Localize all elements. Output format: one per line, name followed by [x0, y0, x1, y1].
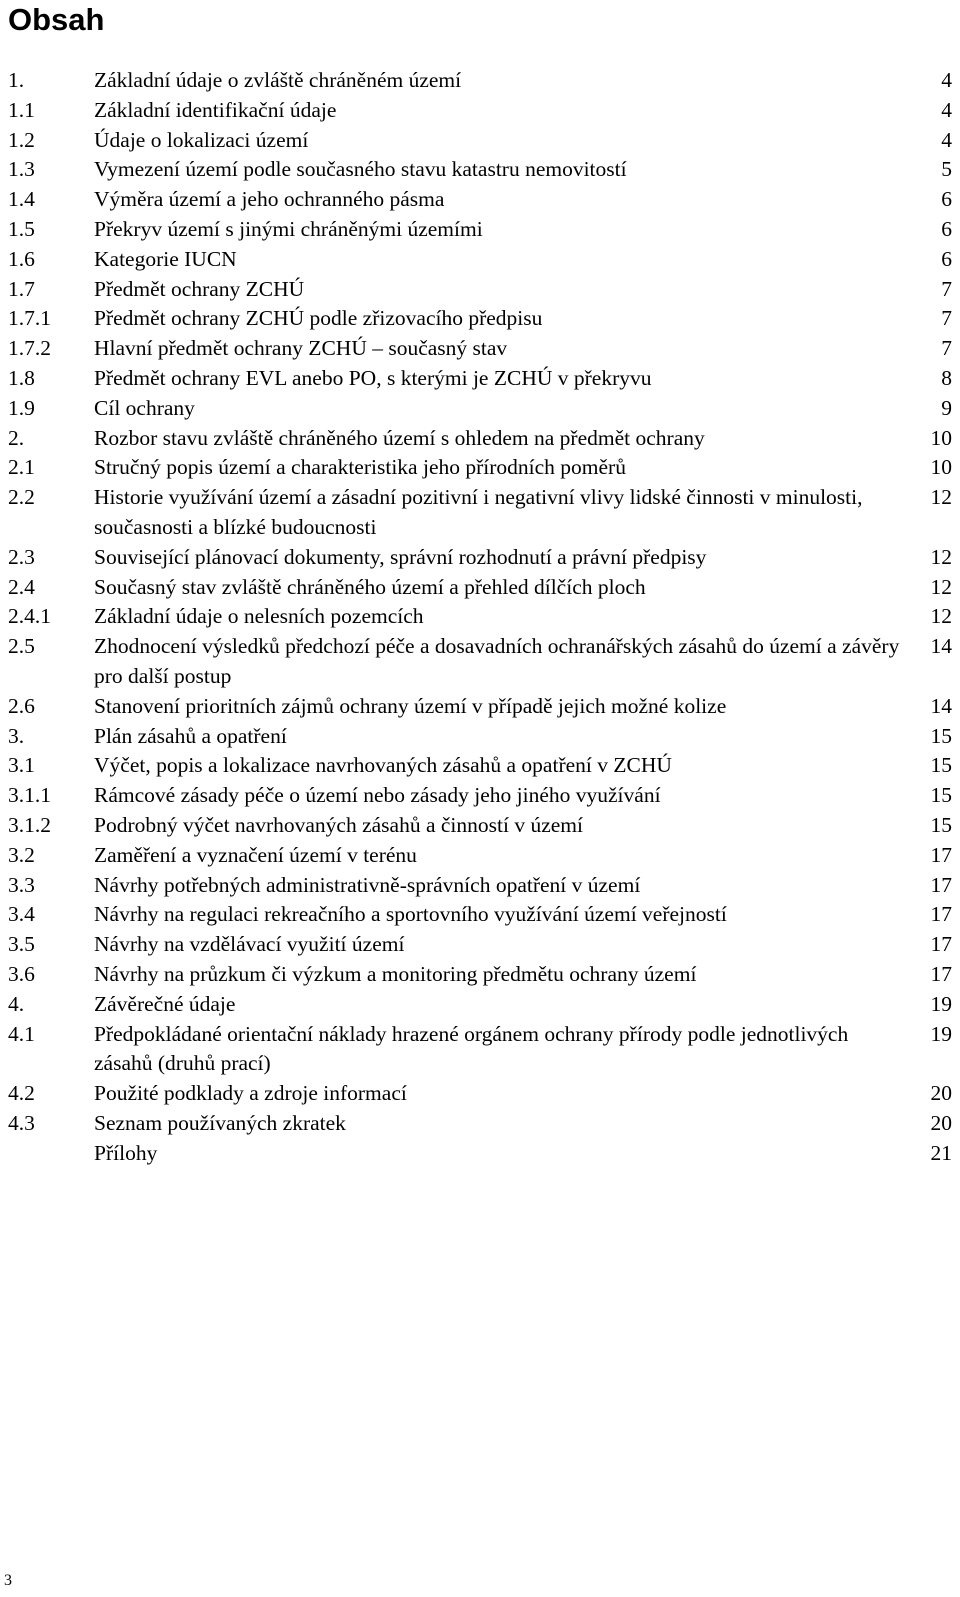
toc-entry[interactable] — [8, 304, 952, 334]
toc-entry-title: Podrobný výčet navrhovaných zásahů a činností v území — [94, 812, 583, 837]
toc-entry-title: Hlavní předmět ochrany ZCHÚ – současný stav — [94, 336, 508, 361]
toc-entry-page: 17 — [930, 961, 952, 986]
toc-entry-number: 3.1 — [8, 753, 35, 778]
toc-entry-number: 2.4 — [8, 574, 35, 599]
toc-entry-number: 3. — [8, 723, 25, 748]
toc-entry[interactable] — [8, 245, 952, 275]
toc-entry-page: 12 — [930, 544, 952, 569]
toc-entry-number: 2.4.1 — [8, 604, 51, 629]
toc-entry-title: Návrhy na průzkum či výzkum a monitoring předmětu ochrany území — [94, 961, 697, 986]
toc-entry-number: 2.1 — [8, 455, 35, 480]
toc-entry-title: Předmět ochrany EVL anebo PO, s kterými je ZCHÚ v překryvu — [94, 365, 652, 390]
toc-entry-title: Předmět ochrany ZCHÚ podle zřizovacího předpisu — [94, 306, 543, 331]
toc-entry-title: Návrhy na vzdělávací využití území — [94, 932, 405, 957]
toc-entry-page: 7 — [941, 336, 952, 361]
toc-entry-title: Základní identifikační údaje — [94, 97, 337, 122]
toc-entry-page: 8 — [941, 365, 952, 390]
toc-entry-number: 4.2 — [8, 1081, 35, 1106]
toc-entry-page: 12 — [930, 485, 952, 510]
toc-entry-title: Kategorie IUCN — [94, 246, 237, 271]
toc-entry[interactable] — [8, 811, 952, 841]
toc-entry-title: Překryv území s jinými chráněnými územími — [94, 216, 483, 241]
toc-entry[interactable] — [8, 364, 952, 394]
toc-entry[interactable] — [8, 215, 952, 245]
toc-entry-page: 4 — [941, 97, 952, 122]
toc-entry-title: Související plánovací dokumenty, správní rozhodnutí a právní předpisy — [94, 544, 707, 569]
toc-entry-page: 7 — [941, 306, 952, 331]
toc-entry-number: 3.4 — [8, 902, 35, 927]
toc-entry-title: Stručný popis území a charakteristika jeho přírodních poměrů — [94, 455, 626, 480]
toc-entry-title: Rozbor stavu zvláště chráněného území s ohledem na předmět ochrany — [94, 425, 705, 450]
toc-entry-page: 15 — [930, 753, 952, 778]
toc-entry-number: 2. — [8, 425, 25, 450]
toc-entry-page: 17 — [930, 932, 952, 957]
toc-entry[interactable] — [8, 1020, 952, 1080]
toc-entry[interactable] — [8, 722, 952, 752]
footer-page-number: 3 — [4, 1572, 12, 1589]
toc-entry-page: 6 — [941, 246, 952, 271]
toc-entry-number: 1. — [8, 68, 25, 92]
toc-entry[interactable] — [8, 185, 952, 215]
toc-entry[interactable] — [8, 632, 952, 692]
toc-entry-page: 6 — [941, 216, 952, 241]
toc-entry-page: 20 — [930, 1081, 952, 1106]
toc-entry-page: 17 — [930, 842, 952, 867]
toc-entry[interactable] — [8, 871, 952, 901]
toc-entry[interactable] — [8, 66, 952, 96]
toc-entry-page: 6 — [941, 187, 952, 212]
toc-entry-page: 21 — [930, 1140, 952, 1165]
toc-entry-page: 20 — [930, 1110, 952, 1135]
toc-entry-title: Základní údaje o zvláště chráněném území — [94, 68, 462, 92]
toc-entry[interactable] — [8, 900, 952, 930]
toc-entry-page: 10 — [930, 455, 952, 480]
toc-entry-title: Předmět ochrany ZCHÚ — [94, 276, 305, 301]
toc-entry-number: 1.4 — [8, 187, 35, 212]
toc-entry[interactable] — [8, 483, 952, 543]
toc-entry-page: 15 — [930, 723, 952, 748]
toc-entry-number: 4.1 — [8, 1021, 35, 1046]
toc-entry-page: 14 — [930, 634, 952, 659]
toc-entry-number: 2.6 — [8, 693, 35, 718]
toc-entry-number: 3.1.1 — [8, 783, 51, 808]
toc-entry[interactable] — [8, 1079, 952, 1109]
toc-entry[interactable] — [8, 1139, 952, 1169]
toc-entry[interactable] — [8, 394, 952, 424]
toc-entry-page: 15 — [930, 812, 952, 837]
toc-entry-page: 12 — [930, 604, 952, 629]
toc-entry-number: 3.6 — [8, 961, 35, 986]
toc-entry-title: Rámcové zásady péče o území nebo zásady jeho jiného využívání — [94, 783, 661, 808]
toc-entry[interactable] — [8, 573, 952, 603]
toc-entry-title: Zaměření a vyznačení území v terénu — [94, 842, 417, 867]
toc-entry-number: 4. — [8, 991, 25, 1016]
toc-entry[interactable] — [8, 1109, 952, 1139]
toc-entry-number: 3.2 — [8, 842, 35, 867]
toc-entry[interactable] — [8, 692, 952, 722]
toc-entry-number: 1.3 — [8, 157, 35, 182]
toc-entry-title: Seznam používaných zkratek — [94, 1110, 346, 1135]
toc-entry-number: 3.3 — [8, 872, 35, 897]
toc-entry[interactable] — [8, 334, 952, 364]
toc-entry-page: 7 — [941, 276, 952, 301]
toc-entry-number: 4.3 — [8, 1110, 35, 1135]
toc-entry-page: 5 — [941, 157, 952, 182]
table-of-contents — [8, 66, 952, 1168]
toc-entry-number: 2.2 — [8, 485, 35, 510]
toc-entry[interactable] — [8, 275, 952, 305]
toc-entry-number: 2.3 — [8, 544, 35, 569]
toc-entry-number: 1.9 — [8, 395, 35, 420]
toc-entry[interactable] — [8, 990, 952, 1020]
toc-entry[interactable] — [8, 930, 952, 960]
toc-entry[interactable] — [8, 602, 952, 632]
toc-entry-title: Výměra území a jeho ochranného pásma — [94, 187, 445, 212]
toc-entry[interactable] — [8, 781, 952, 811]
toc-entry[interactable] — [8, 751, 952, 781]
toc-entry[interactable] — [8, 155, 952, 185]
page-title: Obsah — [8, 2, 105, 37]
toc-entry[interactable] — [8, 453, 952, 483]
toc-entry-page: 17 — [930, 902, 952, 927]
toc-entry-title: Návrhy na regulaci rekreačního a sportovního využívání území veřejností — [94, 902, 727, 927]
toc-entry[interactable] — [8, 841, 952, 871]
toc-entry-number: 1.1 — [8, 97, 35, 122]
toc-entry-number: 3.1.2 — [8, 812, 51, 837]
toc-entry-title: Plán zásahů a opatření — [94, 723, 287, 748]
toc-entry-number: 1.7.2 — [8, 336, 51, 361]
toc-entry-title: Cíl ochrany — [94, 395, 195, 420]
toc-entry[interactable] — [8, 96, 952, 126]
toc-entry-title: Údaje o lokalizaci území — [94, 127, 309, 152]
toc-entry-page: 19 — [930, 991, 952, 1016]
toc-entry-title: Stanovení prioritních zájmů ochrany území v případě jejich možné kolize — [94, 693, 727, 718]
toc-entry-title: Výčet, popis a lokalizace navrhovaných zásahů a opatření v ZCHÚ — [94, 753, 672, 778]
toc-entry[interactable] — [8, 543, 952, 573]
toc-entry-number: 2.5 — [8, 634, 35, 659]
toc-entry-page: 4 — [941, 68, 952, 92]
toc-entry[interactable] — [8, 424, 952, 454]
toc-entry-title: Použité podklady a zdroje informací — [94, 1081, 407, 1106]
toc-entry-title: Závěrečné údaje — [94, 991, 236, 1016]
toc-entry-number: 1.8 — [8, 365, 35, 390]
toc-entry-page: 15 — [930, 783, 952, 808]
toc-entry-title: Přílohy — [94, 1140, 158, 1165]
toc-entry-title: Základní údaje o nelesních pozemcích — [94, 604, 424, 629]
toc-entry-number: 3.5 — [8, 932, 35, 957]
toc-entry-page: 10 — [930, 425, 952, 450]
toc-entry-number: 1.6 — [8, 246, 35, 271]
toc-entry-page: 19 — [930, 1021, 952, 1046]
toc-entry-number: 1.7.1 — [8, 306, 51, 331]
toc-entry-title: Současný stav zvláště chráněného území a přehled dílčích ploch — [94, 574, 646, 599]
toc-entry-title: Historie využívání území a zásadní pozitivní i negativní vlivy lidské činnosti v minulosti, současnosti a blízké budoucnosti — [94, 485, 863, 539]
toc-entry-page: 12 — [930, 574, 952, 599]
toc-entry-page: 4 — [941, 127, 952, 152]
toc-entry-page: 17 — [930, 872, 952, 897]
toc-entry-number: 1.7 — [8, 276, 35, 301]
toc-entry-number: 1.2 — [8, 127, 35, 152]
toc-entry[interactable] — [8, 960, 952, 990]
toc-entry-page: 9 — [941, 395, 952, 420]
toc-entry-title: Předpokládané orientační náklady hrazené orgánem ochrany přírody podle jednotlivých zásahů (druhů prací) — [94, 1021, 849, 1076]
toc-entry-title: Vymezení území podle současného stavu katastru nemovitostí — [94, 157, 627, 182]
toc-entry-title: Zhodnocení výsledků předchozí péče a dosavadních ochranářských zásahů do území a závěry pro další postup — [94, 634, 900, 688]
toc-entry-page: 14 — [930, 693, 952, 718]
toc-entry-number: 1.5 — [8, 216, 35, 241]
toc-entry-title: Návrhy potřebných administrativně-správních opatření v území — [94, 872, 641, 897]
toc-entry[interactable] — [8, 126, 952, 156]
